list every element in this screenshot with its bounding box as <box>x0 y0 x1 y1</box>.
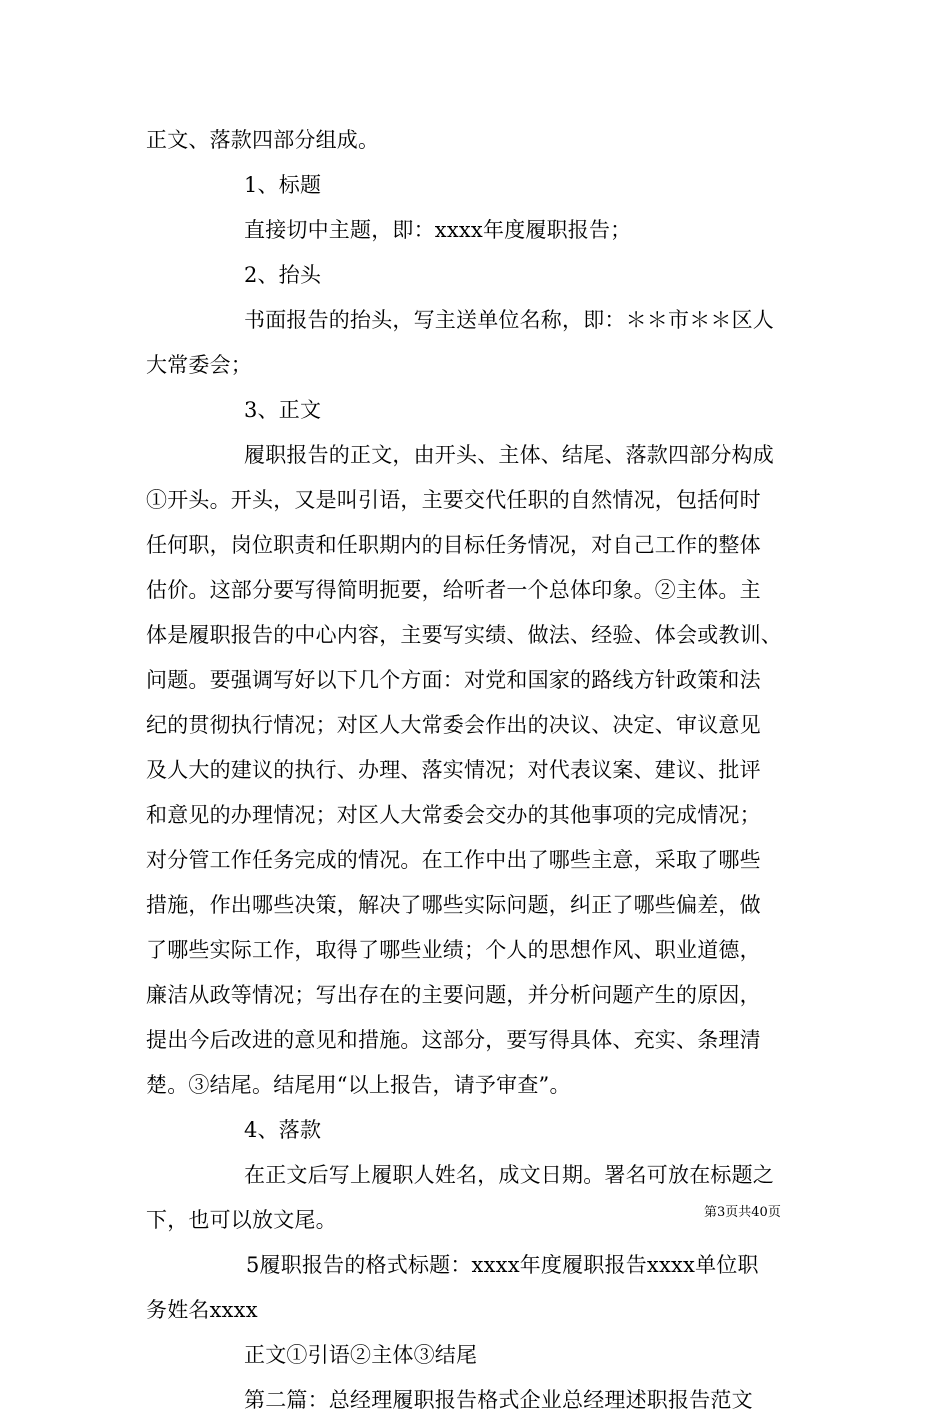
text-line: 下，也可以放文尾。 <box>146 1208 337 1232</box>
text-line: 纪的贯彻执行情况；对区人大常委会作出的决议、决定、审议意见 <box>146 713 761 737</box>
text-line: 提出今后改进的意见和措施。这部分，要写得具体、充实、条理清 <box>146 1028 761 1052</box>
text-line: 和意见的办理情况；对区人大常委会交办的其他事项的完成情况； <box>146 803 761 827</box>
text-line: 书面报告的抬头，写主送单位名称，即：＊＊市＊＊区人 <box>244 308 774 332</box>
text-line: 正文①引语②主体③结尾 <box>244 1343 478 1367</box>
page-number: 第3页共40页 <box>704 1205 781 1220</box>
text-line: 问题。要强调写好以下几个方面：对党和国家的路线方针政策和法 <box>146 668 761 692</box>
chapter-heading: 第二篇：总经理履职报告格式企业总经理述职报告范文 <box>244 1388 753 1412</box>
text-line: 在正文后写上履职人姓名，成文日期。署名可放在标题之 <box>244 1163 774 1187</box>
text-line: 直接切中主题，即：xxxx年度履职报告； <box>244 218 632 242</box>
text-line: 正文、落款四部分组成。 <box>146 128 380 152</box>
text-line: ①开头。开头，又是叫引语，主要交代任职的自然情况，包括何时 <box>146 488 761 512</box>
text-line: 楚。③结尾。结尾用“以上报告，请予审查”。 <box>146 1073 571 1097</box>
text-line: 及人大的建议的执行、办理、落实情况；对代表议案、建议、批评 <box>146 758 761 782</box>
text-line: 5履职报告的格式标题：xxxx年度履职报告xxxx单位职 <box>246 1253 759 1277</box>
section-heading-header: 2、抬头 <box>244 263 322 287</box>
text-line: 廉洁从政等情况；写出存在的主要问题，并分析问题产生的原因， <box>146 983 761 1007</box>
text-line: 大常委会； <box>146 353 252 377</box>
text-line: 估价。这部分要写得简明扼要，给听者一个总体印象。②主体。主 <box>146 578 761 602</box>
section-heading-body: 3、正文 <box>244 398 322 422</box>
text-line: 务姓名xxxx <box>146 1298 258 1322</box>
text-line: 任何职，岗位职责和任职期内的目标任务情况，对自己工作的整体 <box>146 533 761 557</box>
document-body <box>146 118 826 1423</box>
text-line: 了哪些实际工作，取得了哪些业绩；个人的思想作风、职业道德， <box>146 938 761 962</box>
text-line: 对分管工作任务完成的情况。在工作中出了哪些主意，采取了哪些 <box>146 848 761 872</box>
text-line: 体是履职报告的中心内容，主要写实绩、做法、经验、体会或教训、 <box>146 623 782 647</box>
section-heading-title: 1、标题 <box>244 173 322 197</box>
text-line: 履职报告的正文，由开头、主体、结尾、落款四部分构成 <box>244 443 774 467</box>
text-line: 措施，作出哪些决策，解决了哪些实际问题，纠正了哪些偏差，做 <box>146 893 761 917</box>
section-heading-signature: 4、落款 <box>244 1118 322 1142</box>
